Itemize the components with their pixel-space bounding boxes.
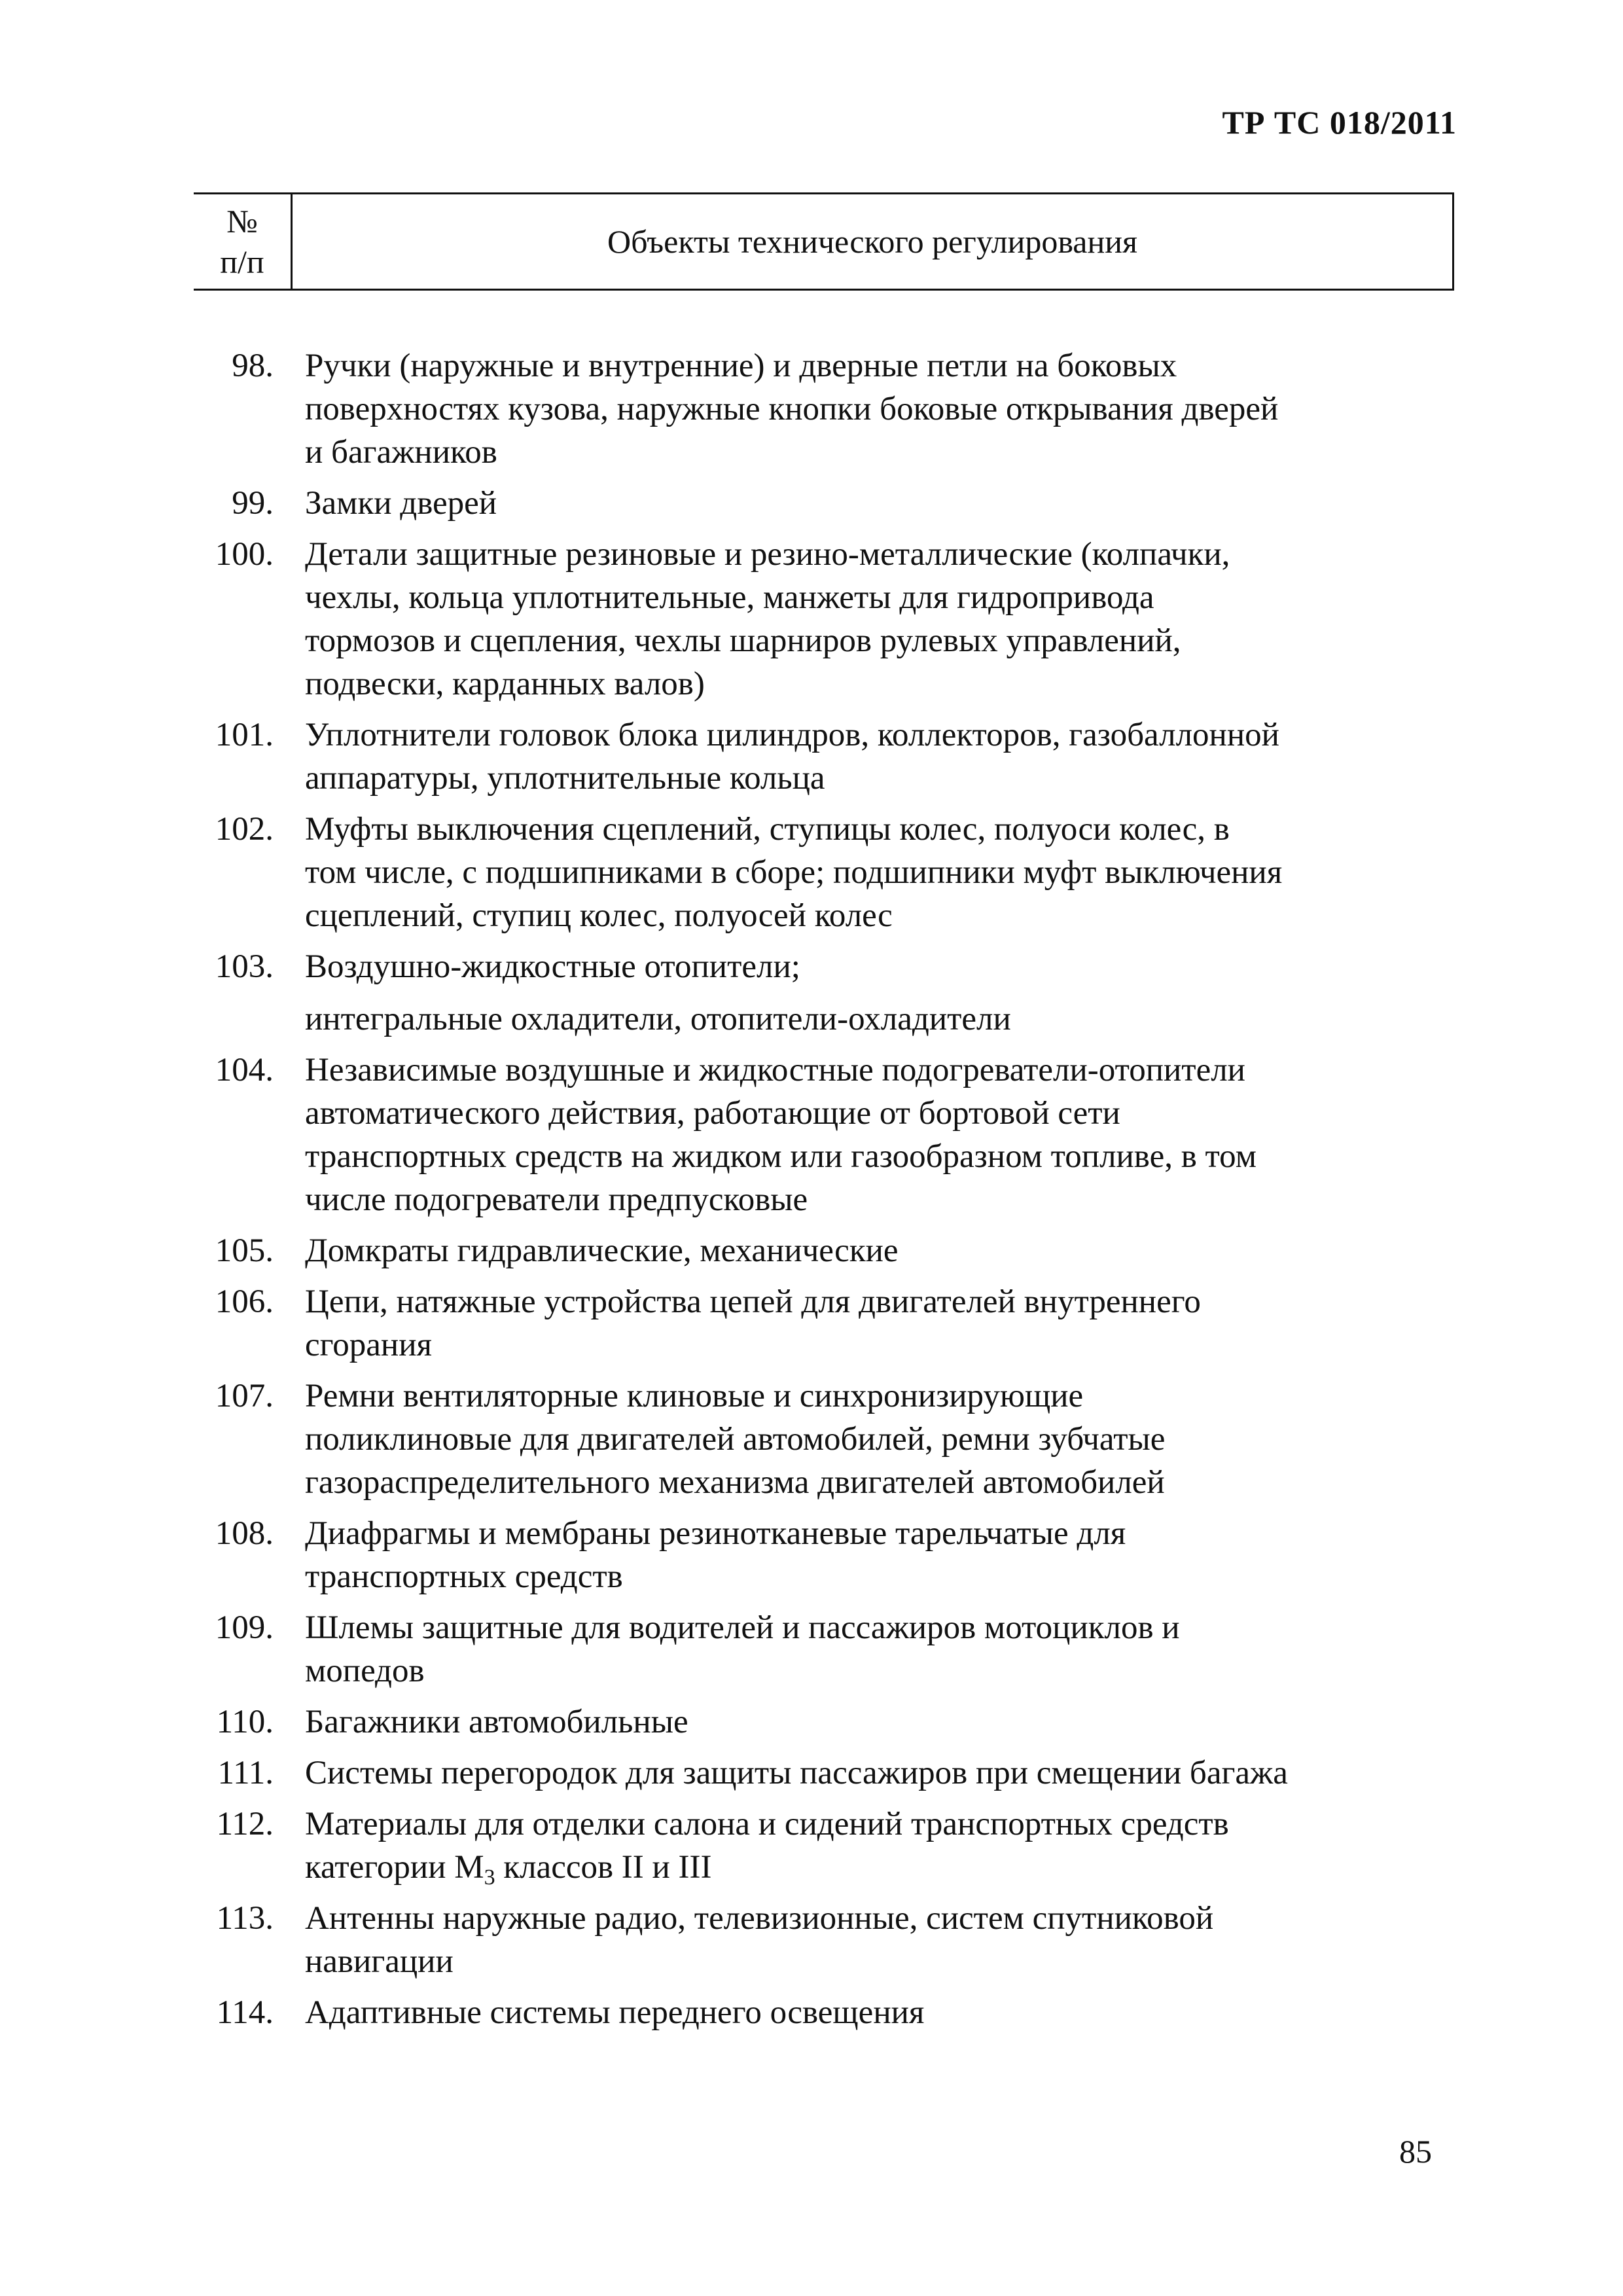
item-number: 113. (216, 1900, 274, 1937)
item-number: 105. (215, 1232, 274, 1269)
item-text (305, 1512, 1457, 1598)
list-item (194, 1700, 1457, 1744)
item-number: 114. (216, 1994, 274, 2031)
subscript: 3 (484, 1865, 495, 1890)
item-number: 111. (217, 1755, 274, 1791)
item-line: числе подогреватели предпусковые (305, 1181, 808, 1218)
list-item (194, 1512, 1457, 1598)
item-line (305, 1846, 1457, 1889)
item-line: Системы перегородок для защиты пассажиров при смещении багажа (305, 1755, 1288, 1791)
list-item (194, 533, 1457, 706)
item-line: газораспределительного механизма двигателей автомобилей (305, 1464, 1165, 1501)
item-text (305, 1803, 1457, 1889)
item-line: Независимые воздушные и жидкостные подогреватели-отопители (305, 1052, 1245, 1088)
item-line: Шлемы защитные для водителей и пассажиров мотоциклов и (305, 1609, 1180, 1646)
list-item (194, 945, 1457, 1041)
item-line: Цепи, натяжные устройства цепей для двигателей внутреннего (305, 1283, 1201, 1320)
item-text (305, 1751, 1457, 1795)
item-line-post: классов II и III (495, 1849, 712, 1886)
list-item (194, 1803, 1457, 1889)
item-line: Домкраты гидравлические, механические (305, 1232, 899, 1269)
item-line: транспортных средств (305, 1558, 623, 1595)
item-text (305, 533, 1457, 706)
item-line: Багажники автомобильные (305, 1704, 688, 1740)
item-line: сгорания (305, 1327, 432, 1363)
item-text (305, 945, 1457, 1041)
item-line: аппаратуры, уплотнительные кольца (305, 760, 825, 797)
item-line: Диафрагмы и мембраны резинотканевые тарельчатые для (305, 1515, 1126, 1552)
list-item (194, 713, 1457, 800)
item-number: 99. (232, 485, 274, 522)
item-number: 108. (215, 1515, 274, 1552)
list-item (194, 808, 1457, 937)
item-line: Воздушно-жидкостные отопители; (305, 948, 800, 985)
list-item (194, 1374, 1457, 1504)
item-text (305, 344, 1457, 474)
item-line: Ремни вентиляторные клиновые и синхронизирующие (305, 1378, 1084, 1414)
list-item (194, 482, 1457, 525)
item-line: интегральные охладители, отопители-охладители (305, 1001, 1011, 1037)
item-text (305, 1374, 1457, 1504)
list-item (194, 1991, 1457, 2034)
item-line: мопедов (305, 1653, 425, 1689)
item-number: 102. (215, 811, 274, 848)
list-item (194, 1606, 1457, 1693)
item-line: Ручки (наружные и внутренние) и дверные петли на боковых (305, 348, 1177, 384)
item-number: 98. (232, 348, 274, 384)
item-text (305, 1606, 1457, 1693)
item-number: 106. (215, 1283, 274, 1320)
list-item (194, 1280, 1457, 1367)
item-text (305, 1049, 1457, 1221)
item-line: Материалы для отделки салона и сидений транспортных средств (305, 1806, 1229, 1842)
item-text (305, 808, 1457, 937)
item-text (305, 1280, 1457, 1367)
item-number: 110. (216, 1704, 274, 1740)
item-line: Антенны наружные радио, телевизионные, систем спутниковой (305, 1900, 1214, 1937)
item-number: 107. (215, 1378, 274, 1414)
item-text (305, 713, 1457, 800)
list-item (194, 1229, 1457, 1272)
number-symbol: № (226, 203, 258, 240)
table-header (194, 192, 1454, 291)
page-number: 85 (1399, 2133, 1432, 2170)
item-number: 109. (215, 1609, 274, 1646)
number-column-header (194, 194, 292, 290)
document-code: ТР ТС 018/2011 (1222, 104, 1457, 141)
item-number: 112. (216, 1806, 274, 1842)
item-line: навигации (305, 1943, 454, 1980)
item-line: и багажников (305, 434, 497, 471)
item-line: Замки дверей (305, 485, 497, 522)
item-line: поликлиновые для двигателей автомобилей, ремни зубчатые (305, 1421, 1166, 1458)
item-line: подвески, карданных валов) (305, 666, 705, 702)
list-item (194, 1049, 1457, 1221)
list-item (194, 1897, 1457, 1983)
item-number: 103. (215, 948, 274, 985)
objects-column-header: Объекты технического регулирования (607, 223, 1137, 260)
item-line: том числе, с подшипниками в сборе; подшипники муфт выключения (305, 854, 1283, 891)
item-line: Муфты выключения сцеплений, ступицы колес, полуоси колес, в (305, 811, 1230, 848)
item-text (305, 1991, 1457, 2034)
item-line-pre: категории М (305, 1849, 484, 1886)
item-line: чехлы, кольца уплотнительные, манжеты для гидропривода (305, 579, 1154, 616)
item-line: Детали защитные резиновые и резино-металлические (колпачки, (305, 536, 1230, 573)
items-list (194, 344, 1457, 2042)
item-line: тормозов и сцепления, чехлы шарниров рулевых управлений, (305, 622, 1181, 659)
item-line: поверхностях кузова, наружные кнопки боковые открывания дверей (305, 391, 1279, 427)
list-item (194, 344, 1457, 474)
item-number: 100. (215, 536, 274, 573)
item-text (305, 1897, 1457, 1983)
item-number: 104. (215, 1052, 274, 1088)
item-line: Адаптивные системы переднего освещения (305, 1994, 925, 2031)
item-text (305, 1229, 1457, 1272)
item-line: автоматического действия, работающие от бортовой сети (305, 1095, 1120, 1132)
item-line: транспортных средств на жидком или газообразном топливе, в том (305, 1138, 1257, 1175)
item-line: Уплотнители головок блока цилиндров, коллекторов, газобаллонной (305, 717, 1279, 753)
item-line: сцеплений, ступиц колес, полуосей колес (305, 897, 893, 934)
item-text (305, 482, 1457, 525)
number-abbr: п/п (220, 243, 264, 280)
item-text (305, 1700, 1457, 1744)
item-number: 101. (215, 717, 274, 753)
list-item (194, 1751, 1457, 1795)
